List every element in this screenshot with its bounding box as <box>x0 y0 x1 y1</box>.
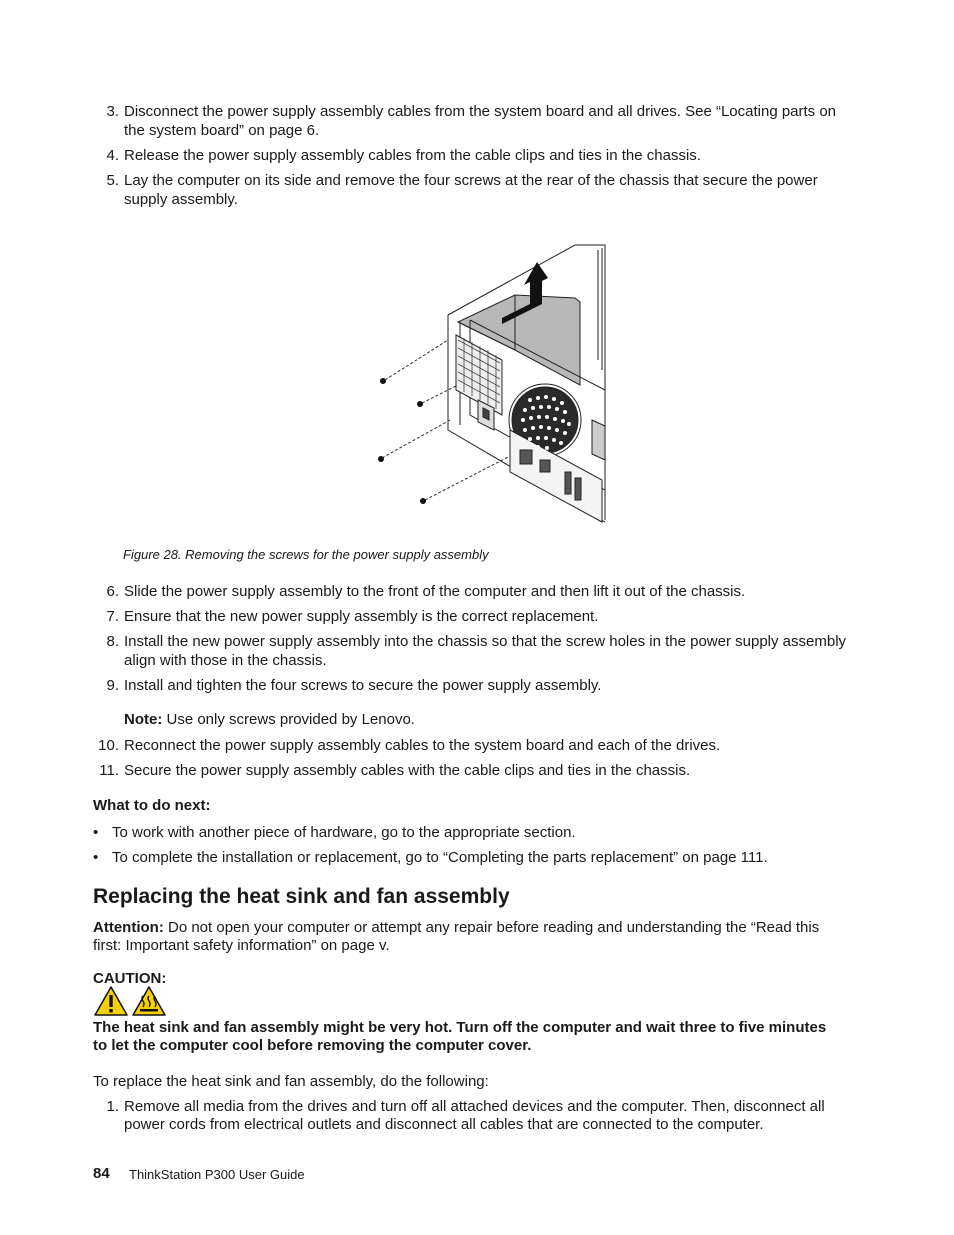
step-text: Release the power supply assembly cables from the cable clips and ties in the chassis. <box>124 147 701 164</box>
bullet-text: To complete the installation or replacement, go to “Completing the parts replacement” on page 111. <box>112 849 768 866</box>
what-next-heading: What to do next: <box>93 797 211 814</box>
bullet-icon: • <box>93 849 99 866</box>
caution-label: CAUTION: <box>93 970 167 987</box>
step-text: Install the new power supply assembly into the chassis so that the screw holes in the power supply assembly align with those in the chassis. <box>124 633 847 669</box>
step-number: 5. <box>106 172 119 189</box>
step-text: Secure the power supply assembly cables with the cable clips and ties in the chassis. <box>124 762 691 779</box>
step-text: Install and tighten the four screws to secure the power supply assembly. <box>124 677 602 694</box>
figure-caption: Figure 28. Removing the screws for the power supply assembly <box>123 547 489 562</box>
step-number: 1. <box>106 1098 119 1115</box>
note <box>124 710 415 729</box>
note-label: Note: <box>124 711 163 728</box>
hot-surface-icon <box>131 985 167 1017</box>
attention-text: Do not open your computer or attempt any repair before reading and understanding the “Read this first: Important safety information” on page v. <box>93 919 820 954</box>
page-number: 84 <box>93 1165 110 1182</box>
step-text: Slide the power supply assembly to the front of the computer and then lift it out of the chassis. <box>124 583 746 600</box>
footer-title: ThinkStation P300 User Guide <box>129 1167 305 1182</box>
step-text: Reconnect the power supply assembly cables to the system board and each of the drives. <box>124 737 721 754</box>
power-supply-illustration <box>370 240 620 530</box>
bullet-text: To work with another piece of hardware, go to the appropriate section. <box>112 824 576 841</box>
step-number: 4. <box>106 147 119 164</box>
step-number: 8. <box>106 633 119 650</box>
step-number: 6. <box>106 583 119 600</box>
attention-label: Attention: <box>93 919 164 936</box>
intro-text: To replace the heat sink and fan assembly, do the following: <box>93 1073 489 1090</box>
step-number: 7. <box>106 608 119 625</box>
step-text: Disconnect the power supply assembly cables from the system board and all drives. See “Locating parts on the system board” on page 6. <box>124 103 837 139</box>
step-text: Remove all media from the drives and turn off all attached devices and the computer. Then, disconnect all power cords from electrical outlets and disconnect all cables that are connected to the computer. <box>124 1098 825 1133</box>
attention-paragraph <box>93 919 838 955</box>
step-number: 3. <box>106 103 119 120</box>
bullet-icon: • <box>93 824 99 841</box>
warning-icon <box>93 985 129 1017</box>
caution-text: The heat sink and fan assembly might be very hot. Turn off the computer and wait three to five minutes to let the computer cool before removing the computer cover. <box>93 1019 827 1054</box>
note-text: Use only screws provided by Lenovo. <box>166 711 415 728</box>
step-text: Lay the computer on its side and remove the four screws at the rear of the chassis that secure the power supply assembly. <box>124 172 818 208</box>
step-number: 9. <box>106 677 119 694</box>
section-title: Replacing the heat sink and fan assembly <box>93 885 510 908</box>
step-number: 11. <box>99 762 119 779</box>
step-number: 10. <box>98 737 119 754</box>
step-text: Ensure that the new power supply assembly is the correct replacement. <box>124 608 599 625</box>
